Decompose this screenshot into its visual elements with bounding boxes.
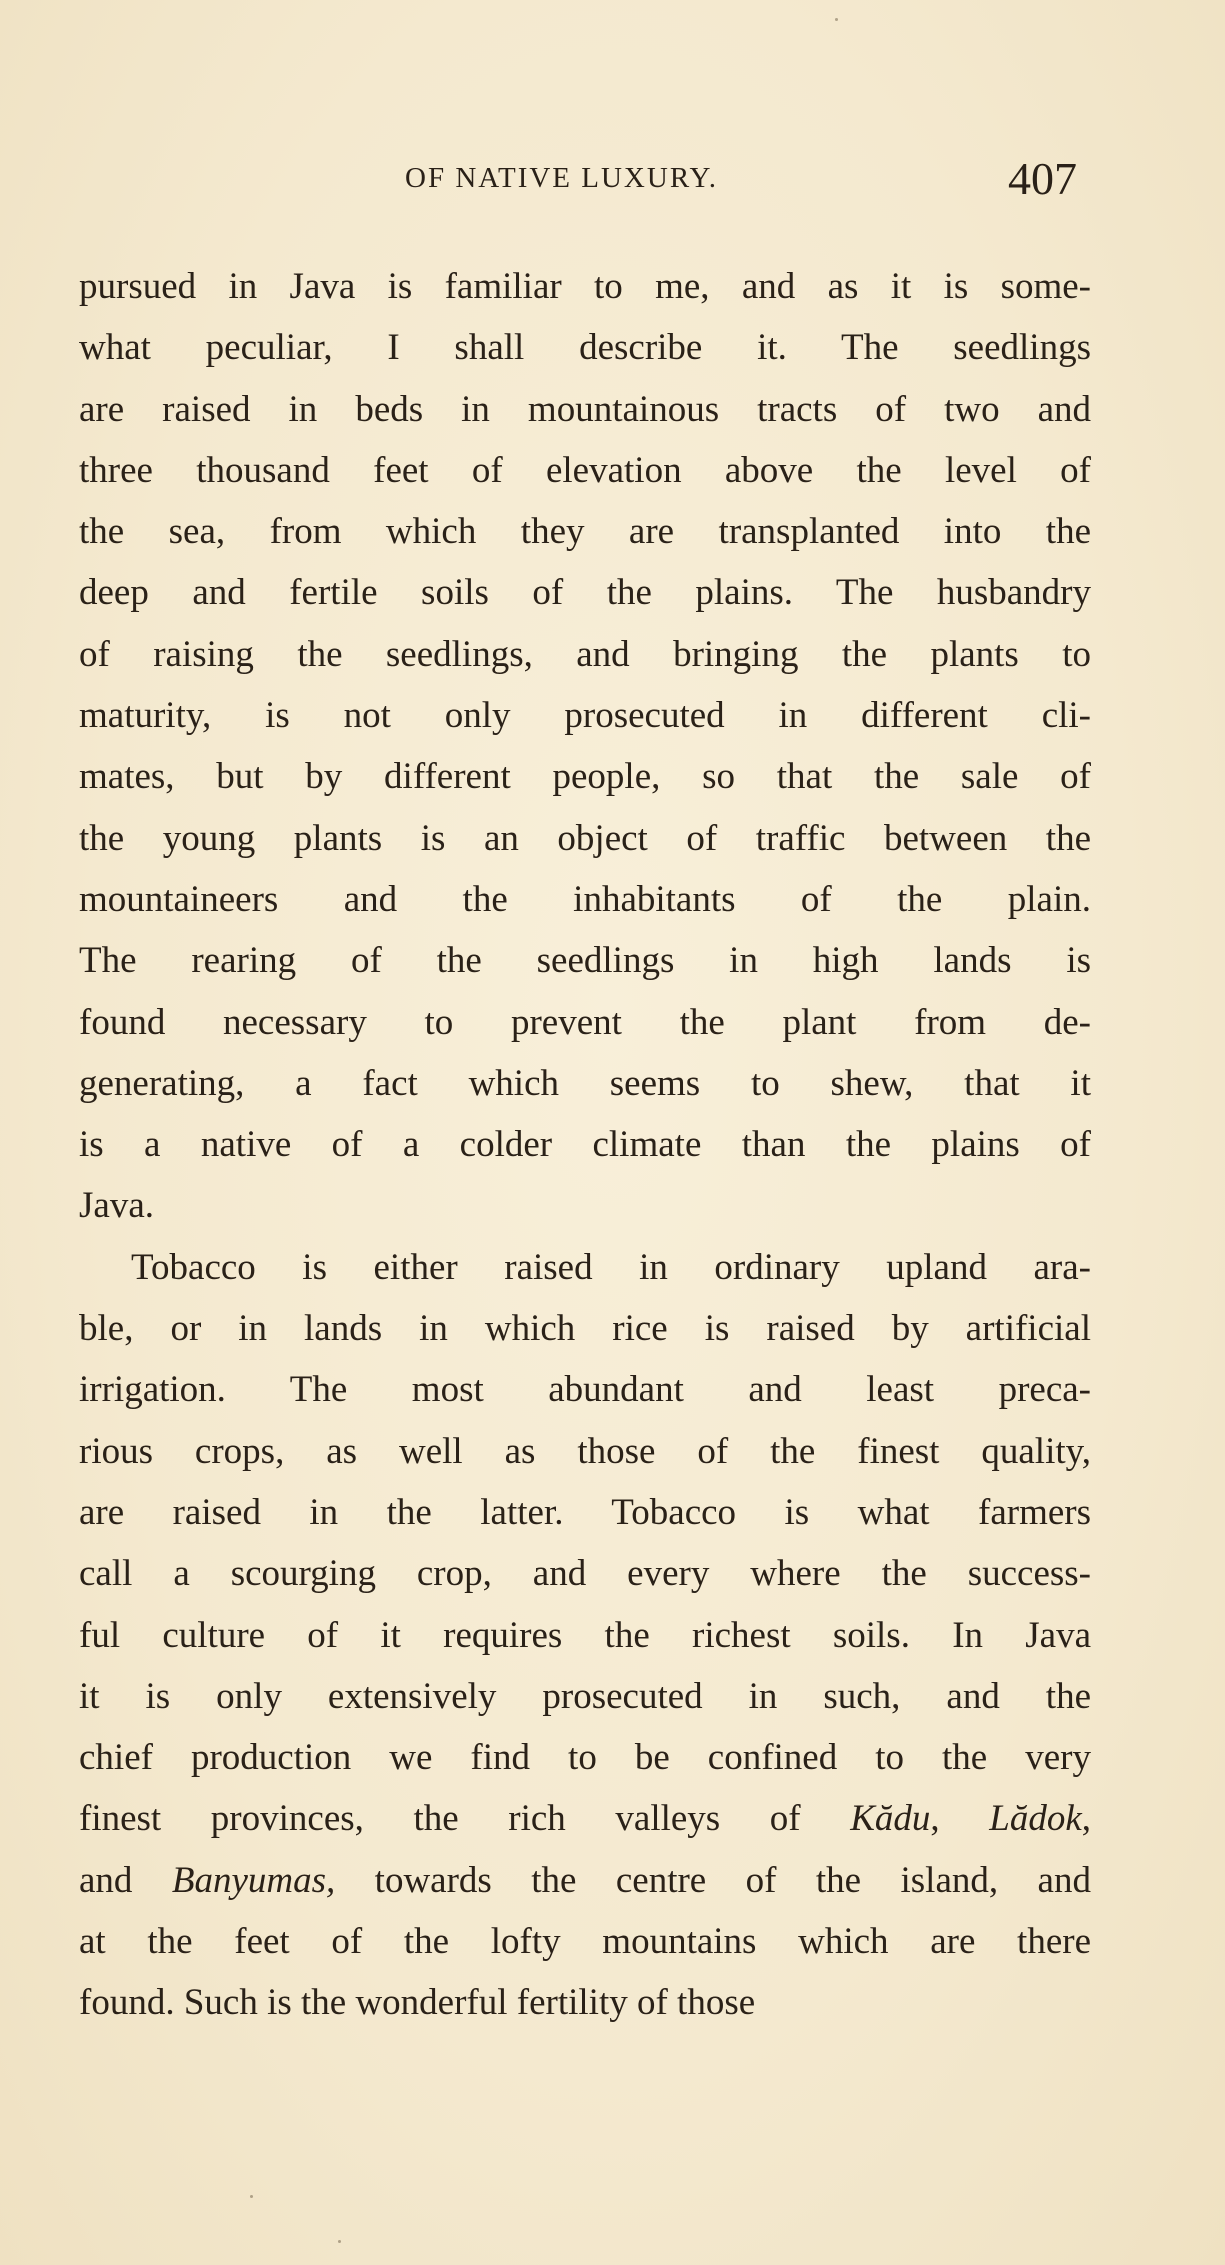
place-name-kadu: Kădu: [850, 1798, 931, 1840]
text-line: pursued in Java is familiar to me, and as it is some-: [79, 266, 1091, 307]
text-line: what peculiar, I shall describe it. The seedlings: [79, 327, 1091, 369]
text-line: irrigation. The most abundant and least preca-: [79, 1369, 1091, 1411]
line-lead: and: [79, 1859, 172, 1901]
text-line: the sea, from which they are transplanted into the: [79, 511, 1091, 553]
text-line: are raised in the latter. Tobacco is what farmers: [79, 1491, 1091, 1533]
body-text: [79, 256, 1091, 2034]
text-line: chief production we find to be confined to the very: [79, 1737, 1091, 1779]
place-name-banyumas: Banyumas,: [171, 1859, 336, 1901]
separator: ,: [1081, 1798, 1091, 1840]
text-line-with-places: [79, 1788, 1091, 1849]
page-header: [0, 152, 1225, 212]
text-line: mates, but by different people, so that the sale of: [79, 756, 1091, 798]
text-line: ble, or in lands in which rice is raised by artificial: [79, 1308, 1091, 1350]
text-line: three thousand feet of elevation above the level of: [79, 449, 1091, 491]
text-line: found. Such is the wonderful fertility of those: [79, 1982, 756, 2024]
paper-speck: [338, 2240, 341, 2243]
text-line: Java.: [79, 1185, 154, 1227]
text-line: generating, a fact which seems to shew, that it: [79, 1062, 1091, 1104]
text-line: call a scourging crop, and every where the success-: [79, 1553, 1091, 1595]
line-tail: towards the centre of the island, and: [335, 1859, 1091, 1901]
text-line: it is only extensively prosecuted in such, and the: [79, 1675, 1091, 1717]
text-line: of raising the seedlings, and bringing the plants to: [79, 633, 1091, 675]
text-line: The rearing of the seedlings in high lands is: [79, 940, 1091, 982]
text-line: deep and fertile soils of the plains. The husbandry: [79, 572, 1091, 614]
text-line: are raised in beds in mountainous tracts of two and: [79, 388, 1091, 430]
place-name-ladok: Lădok: [989, 1798, 1082, 1840]
text-line: found necessary to prevent the plant from de-: [79, 1001, 1091, 1043]
separator: ,: [930, 1798, 990, 1840]
line-lead: finest provinces, the rich valleys of: [79, 1798, 851, 1840]
text-line: rious crops, as well as those of the finest quality,: [79, 1430, 1091, 1472]
page-number: 407: [1008, 153, 1077, 204]
text-line: maturity, is not only prosecuted in different cli-: [79, 695, 1091, 737]
paragraph-first-line: Tobacco is either raised in ordinary upland ara-: [131, 1246, 1091, 1288]
text-line: mountaineers and the inhabitants of the plain.: [79, 878, 1091, 920]
paper-speck: [250, 2195, 253, 2198]
text-line: at the feet of the lofty mountains which are there: [79, 1921, 1091, 1963]
text-line: is a native of a colder climate than the plains of: [79, 1124, 1091, 1166]
paper-speck: [835, 18, 838, 21]
text-line: the young plants is an object of traffic between the: [79, 817, 1091, 859]
text-line: ful culture of it requires the richest soils. In Java: [79, 1614, 1091, 1656]
text-line-with-place: [79, 1850, 1091, 1911]
running-head: OF NATIVE LUXURY.: [405, 162, 719, 194]
